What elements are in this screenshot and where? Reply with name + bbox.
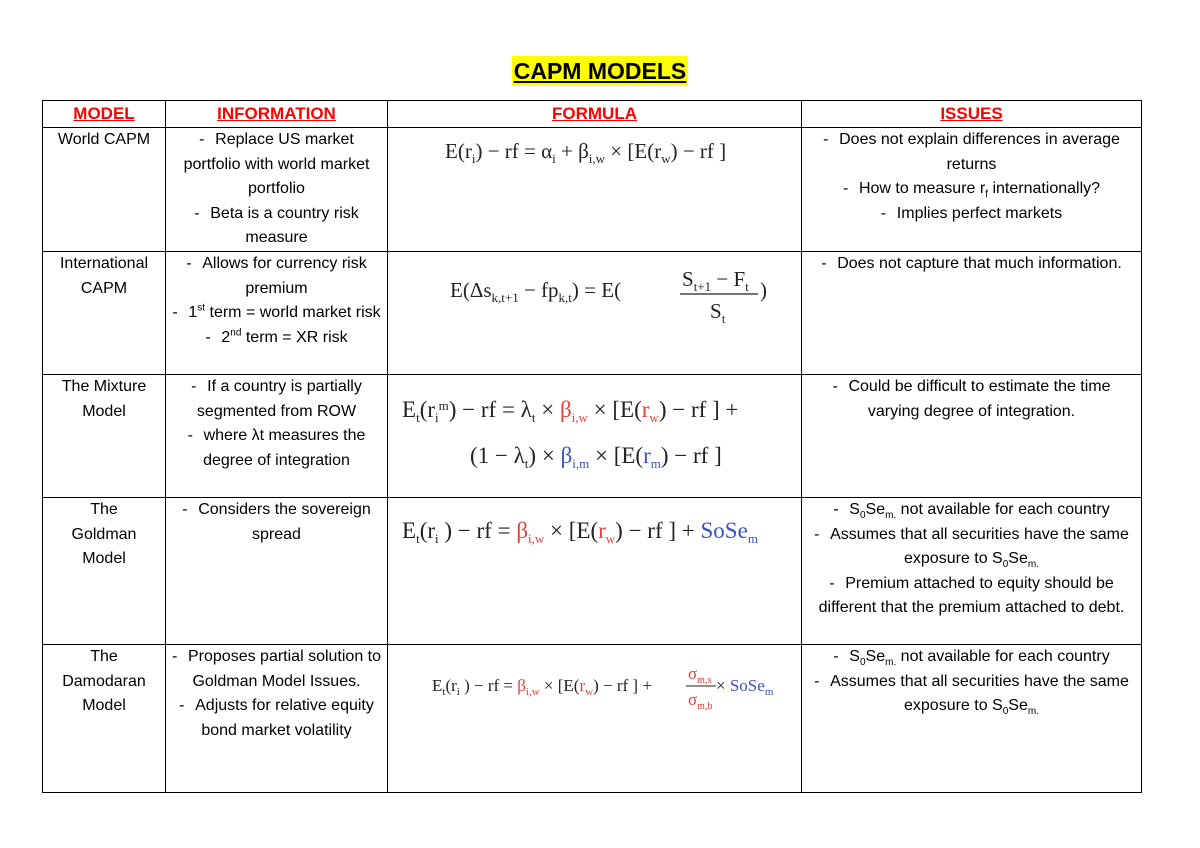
bullet-dash: - bbox=[194, 204, 200, 222]
header-row bbox=[43, 101, 1142, 128]
model-cell bbox=[43, 128, 166, 252]
model-name: CAPM bbox=[80, 279, 128, 297]
info-cell bbox=[166, 128, 388, 252]
model-name: Model bbox=[82, 550, 126, 568]
svg-text:× SoSem: × SoSe$_m$ bbox=[715, 675, 773, 698]
title-wrapper bbox=[0, 56, 1200, 86]
info-cell bbox=[166, 497, 388, 644]
issue-text: internationally? bbox=[992, 180, 1101, 198]
issues-cell bbox=[802, 497, 1142, 644]
info-text: term = world market risk bbox=[209, 304, 381, 322]
info-item bbox=[166, 202, 387, 251]
info-text: Replace US market portfolio with world market portfolio bbox=[183, 131, 370, 198]
svg-text:σm,s: $\sigma_{m,s}$ bbox=[687, 663, 711, 686]
issue-item bbox=[802, 572, 1141, 621]
info-text: 2 bbox=[221, 328, 231, 346]
subscript: m. bbox=[885, 657, 897, 669]
info-cell bbox=[166, 251, 388, 374]
issue-text: Se bbox=[865, 647, 886, 665]
issue-item bbox=[802, 523, 1141, 572]
bullet-dash: - bbox=[880, 204, 887, 222]
formula-cell bbox=[388, 497, 802, 644]
info-text: term = XR risk bbox=[245, 328, 348, 346]
header-issues: ISSUES bbox=[802, 101, 1142, 128]
table-row-goldman-model bbox=[43, 497, 1142, 644]
issues-cell bbox=[802, 644, 1142, 792]
info-text: Adjusts for relative equity bond market volatility bbox=[195, 697, 374, 739]
info-item bbox=[166, 694, 387, 743]
issue-text: Implies perfect markets bbox=[896, 204, 1063, 222]
subscript: 0 bbox=[1002, 706, 1009, 718]
model-name: World CAPM bbox=[57, 131, 151, 148]
svg-text:St: $S_t$ bbox=[709, 298, 725, 326]
issue-text: Se bbox=[865, 500, 886, 518]
issue-text: not available for each country bbox=[900, 500, 1110, 518]
model-cell bbox=[43, 374, 166, 497]
table-row-mixture-model bbox=[43, 374, 1142, 497]
info-text: Beta is a country risk measure bbox=[210, 204, 359, 247]
header-model: MODEL bbox=[43, 101, 166, 128]
issue-item bbox=[802, 128, 1141, 177]
svg-text:E(Δsk,t+1 − fpk,t) = E(: $E(\Delta s_{k,t+1} - fp_{k,t}) = E$( bbox=[449, 277, 621, 305]
issue-item bbox=[802, 177, 1141, 202]
bullet-dash: - bbox=[842, 180, 849, 198]
issue-item bbox=[802, 498, 1141, 523]
issue-text: Could be difficult to estimate the time varying degree of integration. bbox=[848, 377, 1111, 420]
model-name: Model bbox=[82, 402, 126, 420]
table-row-damodaran-model bbox=[43, 644, 1142, 792]
header-information: INFORMATION bbox=[166, 101, 388, 128]
formula-goldman-model bbox=[390, 498, 800, 558]
formula-cell bbox=[388, 644, 802, 792]
svg-text:Et(rim) − rf = λt × βi,w × [E(: $E_t(r_i^m)$ − rf = $\lambda_t \times \beta_{i,w} \times [E(r_w)$ − rf ] + bbox=[401, 396, 738, 425]
bullet-dash: - bbox=[823, 131, 829, 148]
info-text: Allows for currency risk premium bbox=[202, 254, 367, 297]
bullet-dash: - bbox=[172, 647, 178, 665]
svg-text:): ) bbox=[759, 277, 767, 302]
issue-text: Se bbox=[1008, 550, 1028, 568]
model-cell bbox=[43, 497, 166, 644]
issue-text: How to measure r bbox=[858, 180, 986, 198]
issue-text: Assumes that all securities have the same exposure to S bbox=[830, 672, 1129, 715]
svg-text:E(ri) − rf = αi + βi,w × [E(rw: $E(r_i)$ − rf = $\alpha_i + \beta_{i,w} \times [E(r_w)$ − rf ] bbox=[444, 139, 726, 166]
info-text: where λt measures the degree of integration bbox=[203, 427, 366, 469]
table-row-international-capm bbox=[43, 251, 1142, 374]
subscript: 0 bbox=[859, 510, 866, 522]
info-cell bbox=[166, 374, 388, 497]
model-cell bbox=[43, 644, 166, 792]
issues-cell bbox=[802, 251, 1142, 374]
model-name: Goldman bbox=[71, 525, 137, 543]
formula-cell bbox=[388, 128, 802, 252]
subscript: m. bbox=[1027, 706, 1039, 718]
bullet-dash: - bbox=[199, 131, 205, 148]
info-item bbox=[166, 301, 387, 326]
info-text: Proposes partial solution to Goldman Model Issues. bbox=[188, 647, 381, 690]
formula-world-capm bbox=[390, 128, 800, 178]
svg-text:σm,b: $\sigma_{m,b}$ bbox=[687, 689, 712, 712]
issue-text: Premium attached to equity should be different that the premium attached to debt. bbox=[818, 574, 1125, 617]
formula-cell bbox=[388, 251, 802, 374]
issues-cell bbox=[802, 374, 1142, 497]
bullet-dash: - bbox=[833, 500, 839, 518]
issue-text: S bbox=[849, 647, 860, 665]
bullet-dash: - bbox=[821, 254, 827, 272]
subscript: f bbox=[985, 189, 988, 201]
bullet-dash: - bbox=[182, 500, 188, 518]
table-row-world-capm bbox=[43, 128, 1142, 252]
model-name: The Mixture bbox=[61, 377, 147, 395]
svg-text:St+1 − Ft: $S_{t+1} - F_t$ bbox=[681, 266, 749, 294]
issue-item bbox=[802, 645, 1141, 670]
info-text: If a country is partially segmented from ROW bbox=[196, 377, 362, 420]
svg-text:(1 − λt) × βi,m × [E(rm) − rf: $(1 - \lambda_t) \times \beta_{i,m} \times [E(r_m)$ − rf ] bbox=[469, 442, 722, 471]
model-name: Damodaran bbox=[62, 672, 146, 690]
bullet-dash: - bbox=[814, 672, 820, 690]
superscript: nd bbox=[230, 327, 242, 339]
model-cell bbox=[43, 251, 166, 374]
formula-international-capm bbox=[390, 252, 800, 327]
formula-damodaran-model bbox=[390, 645, 800, 715]
capm-table bbox=[42, 100, 1142, 793]
bullet-dash: - bbox=[172, 304, 178, 322]
bullet-dash: - bbox=[179, 697, 185, 715]
formula-mixture-model bbox=[390, 375, 800, 475]
info-text: 1 bbox=[188, 304, 198, 322]
issue-text: Does not explain differences in average returns bbox=[839, 131, 1120, 173]
issue-item bbox=[802, 670, 1141, 719]
issue-text: Assumes that all securities have the same exposure to S bbox=[830, 525, 1129, 568]
superscript: st bbox=[197, 302, 206, 314]
info-item bbox=[166, 498, 387, 547]
info-item bbox=[166, 424, 387, 473]
bullet-dash: - bbox=[205, 328, 211, 346]
issue-text: Does not capture that much information. bbox=[837, 254, 1122, 272]
model-name: The bbox=[90, 647, 118, 665]
info-item bbox=[166, 375, 387, 424]
model-name: International bbox=[59, 254, 149, 272]
header-formula: FORMULA bbox=[388, 101, 802, 128]
info-text: Considers the sovereign spread bbox=[198, 500, 371, 543]
issue-text: Se bbox=[1008, 697, 1028, 715]
subscript: 0 bbox=[859, 657, 866, 669]
svg-text:Et(ri ) − rf = βi,w × [E(rw) −: $E_t(r_i$ ) − rf = $\beta_{i,w} \times [E(r_w)$ − rf ] + SoSe$_m$ bbox=[401, 517, 758, 546]
bullet-dash: - bbox=[832, 377, 838, 395]
info-item bbox=[166, 128, 387, 202]
bullet-dash: - bbox=[187, 427, 193, 445]
bullet-dash: - bbox=[186, 254, 192, 272]
bullet-dash: - bbox=[191, 377, 197, 395]
svg-text:Et(ri ) − rf = βi,w × [E(rw) −: $E_t(r_i$ ) − rf = $\beta_{i,w} \times [E(r_w)$ − rf ] + bbox=[431, 675, 652, 698]
info-item bbox=[166, 645, 387, 694]
issue-text: S bbox=[849, 500, 860, 518]
issues-cell bbox=[802, 128, 1142, 252]
info-item bbox=[166, 326, 387, 351]
bullet-dash: - bbox=[829, 574, 835, 592]
issue-text: not available for each country bbox=[900, 647, 1110, 665]
formula-cell bbox=[388, 374, 802, 497]
model-name: Model bbox=[82, 697, 126, 715]
page-title: CAPM MODELS bbox=[513, 58, 687, 84]
subscript: m. bbox=[1027, 559, 1039, 571]
issue-item bbox=[802, 252, 1141, 277]
subscript: m. bbox=[885, 510, 897, 522]
info-cell bbox=[166, 644, 388, 792]
bullet-dash: - bbox=[833, 647, 839, 665]
subscript: 0 bbox=[1002, 559, 1009, 571]
model-name: The bbox=[90, 500, 118, 518]
bullet-dash: - bbox=[814, 525, 820, 543]
issue-item bbox=[802, 375, 1141, 424]
issue-item bbox=[802, 202, 1141, 227]
info-item bbox=[166, 252, 387, 301]
